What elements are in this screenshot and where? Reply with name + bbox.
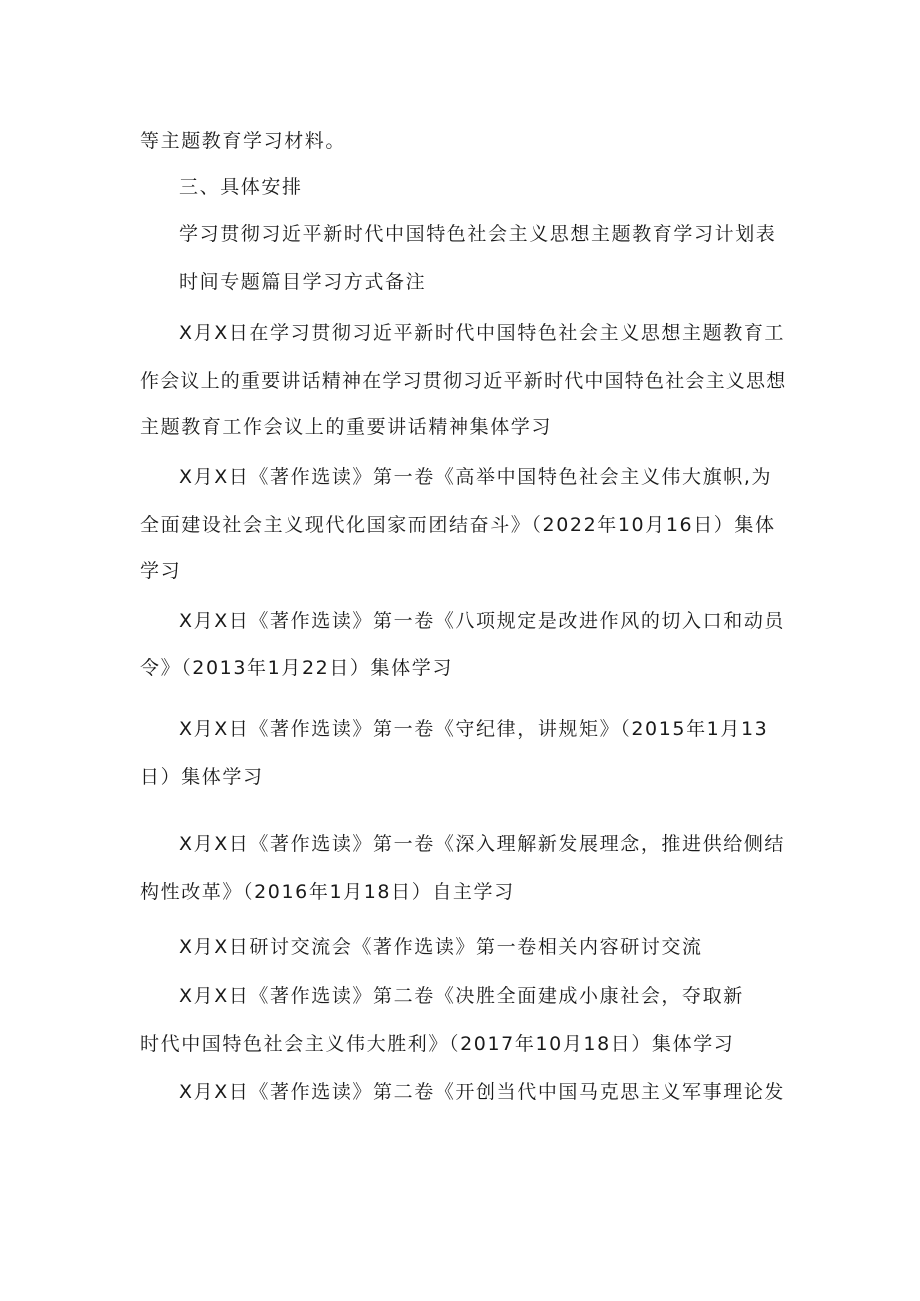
text-line: 作会议上的重要讲话精神在学习贯彻习近平新时代中国特色社会主义思想 (140, 370, 787, 392)
table-title: 学习贯彻习近平新时代中国特色社会主义思想主题教育学习计划表 (179, 223, 777, 245)
table-header: 时间专题篇目学习方式备注 (179, 271, 427, 293)
text-line: 构性改革》（2016年1月18日）自主学习 (140, 881, 515, 903)
text-line: 等主题教育学习材料。 (140, 130, 347, 152)
text-line: X月X日《著作选读》第二卷《决胜全面建成小康社会，夺取新 (179, 985, 744, 1007)
text-line: X月X日研讨交流会《著作选读》第一卷相关内容研讨交流 (179, 936, 703, 958)
text-line: 学习 (140, 560, 182, 582)
text-line: 日）集体学习 (140, 766, 264, 788)
text-line: 时代中国特色社会主义伟大胜利》（2017年10月18日）集体学习 (140, 1033, 735, 1055)
text-line: 全面建设社会主义现代化国家而团结奋斗》（2022年10月16日）集体 (140, 514, 776, 536)
text-line: X月X日《著作选读》第一卷《守纪律，讲规矩》（2015年1月13 (179, 718, 769, 740)
text-line: X月X日《著作选读》第一卷《高举中国特色社会主义伟大旗帜,为 (179, 466, 773, 488)
text-line: X月X日在学习贯彻习近平新时代中国特色社会主义思想主题教育工 (179, 322, 786, 344)
text-line: X月X日《著作选读》第一卷《八项规定是改进作风的切入口和动员 (179, 610, 786, 632)
text-line: X月X日《著作选读》第一卷《深入理解新发展理念，推进供给侧结 (179, 833, 786, 855)
text-line: X月X日《著作选读》第二卷《开创当代中国马克思主义军事理论发 (179, 1081, 786, 1103)
text-line: 令》（2013年1月22日）集体学习 (140, 657, 453, 679)
section-heading: 三、具体安排 (179, 176, 303, 198)
text-line: 主题教育工作会议上的重要讲话精神集体学习 (140, 416, 553, 438)
